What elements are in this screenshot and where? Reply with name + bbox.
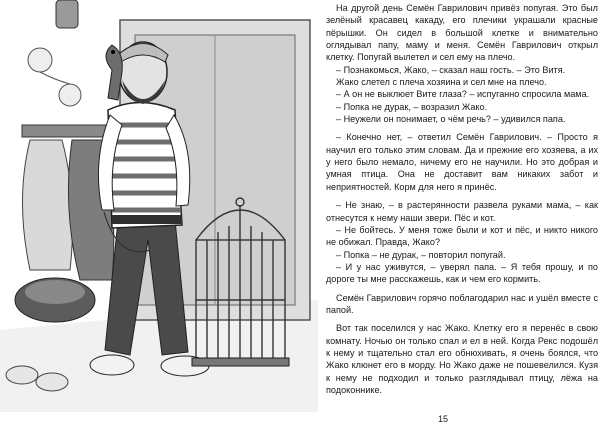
paragraph: – Попка – не дурак, – повторил попугай. — [336, 249, 506, 260]
paragraph: – Конечно нет, – ответил Семён Гаврилович. – Просто я научил его только этим словам. Да и прежние его хозяева, а их у него было немало, ничему его не научили. Но это добрая и умная птица. Она не доставит вам никаких забот и неприятностей. Корм для него я принёс. — [326, 132, 598, 192]
story-text — [326, 2, 598, 396]
paragraph: – Попка не дурак, – возразил Жако. — [336, 101, 488, 112]
page-number-text: 15 — [437, 414, 448, 424]
paragraph: На другой день Семён Гаврилович привёз попугая. Это был зелёный красавец какаду, его плечики украшали красные пёрышки. Он сидел в большой клетке и внимательно оглядывал папу, маму и меня. Семён Гаврилович открыл клетку. Попугай вылетел и сел ему на плечо. — [326, 3, 598, 63]
paragraph: – А он не выклюет Вите глаза? – испуганно спросила мама. — [336, 89, 590, 100]
paragraph: Семён Гаврилович горячо поблагодарил нас и ушёл вместе с папой. — [326, 292, 598, 315]
paragraph: Вот так поселился у нас Жако. Клетку его я перенёс в свою комнату. Ночью он только спал и ел в ней. Когда Рекс подошёл к нему и тщательно стал его обнюхивать, я очень боялся, что Жако клюнет его в морду. Но Жако даже не пошевелился. Кузя к нему не подходил и только разглядывал птицу, лёжа на подоконнике. — [326, 323, 598, 395]
paragraph: – Неужели он понимает, о чём речь? – удивился папа. — [336, 114, 566, 125]
paragraph: Жако слетел с плеча хозяина и сел мне на плечо. — [336, 77, 547, 88]
paragraph: – Не знаю, – в растерянности развела руками мама, – как отнесутся к нему наши звери. Пёс и кот. — [326, 200, 598, 223]
paragraph: – Не бойтесь. У меня тоже были и кот и пёс, и никто никого не обижал. Правда, Жако? — [326, 224, 598, 248]
paragraph: – И у нас уживутся, – уверял папа. – Я тебя прошу, и по дороге ты мне расскажешь, как и чем его кормить. — [326, 261, 598, 285]
page-number — [0, 414, 600, 424]
paragraph: – Познакомься, Жако, – сказал наш гость. – Это Витя. — [336, 64, 566, 75]
